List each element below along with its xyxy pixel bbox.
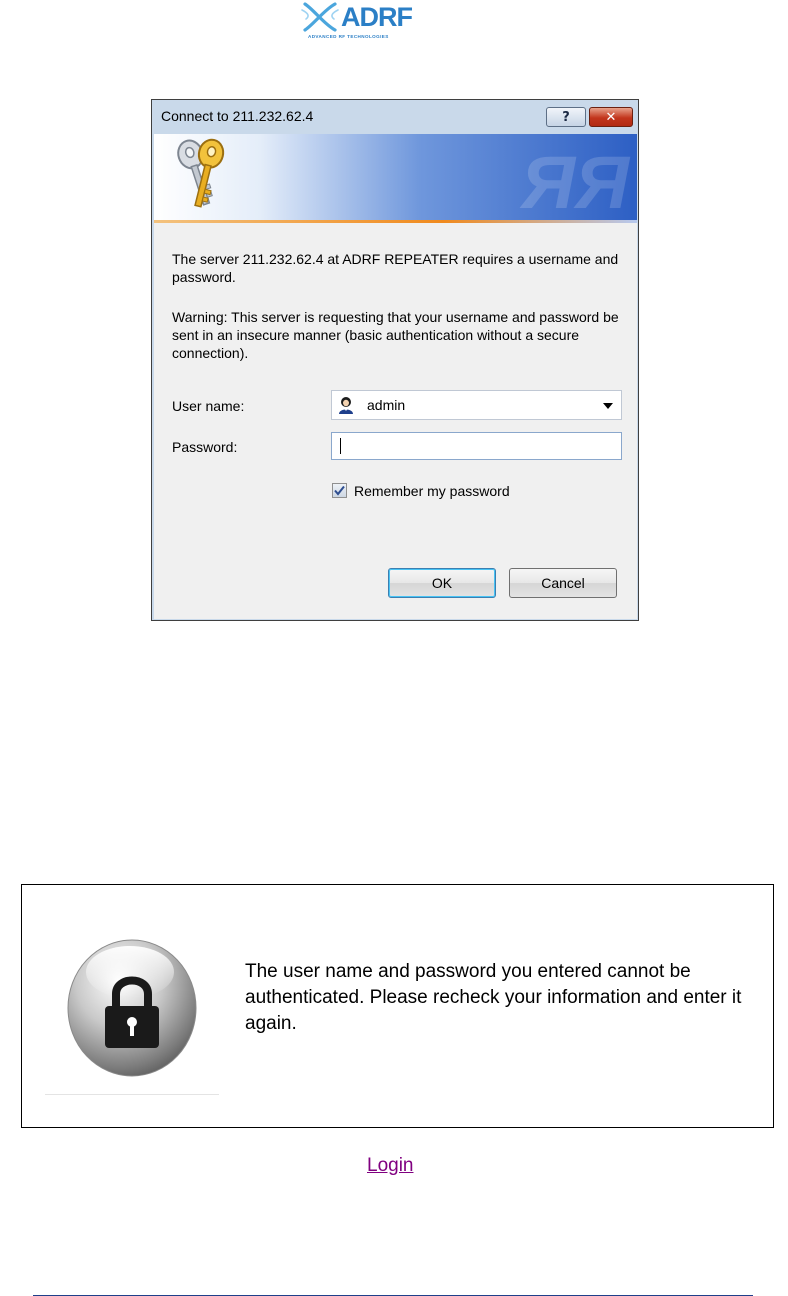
checkmark-icon — [333, 484, 346, 497]
banner-watermark-icon: ЯЯ — [521, 141, 629, 220]
help-button[interactable]: ? — [546, 107, 586, 127]
login-link[interactable]: Login — [367, 1155, 414, 1176]
logo-tagline: ADVANCED RF TECHNOLOGIES — [308, 34, 389, 39]
remember-password-checkbox[interactable] — [332, 483, 347, 498]
username-label: User name: — [172, 398, 245, 414]
connect-dialog — [151, 99, 639, 621]
server-message: The server 211.232.62.4 at ADRF REPEATER requires a username and password. — [172, 251, 619, 285]
username-combobox[interactable] — [331, 390, 622, 420]
lock-divider — [45, 1094, 219, 1095]
auth-error-message: The user name and password you entered cannot be authenticated. Please recheck your information and enter it again. — [245, 961, 742, 1034]
adrf-logo — [300, 0, 420, 44]
auth-error-box — [21, 884, 774, 1128]
security-warning: Warning: This server is requesting that your username and password be sent in an insecure manner (basic authentication without a secure connection). — [172, 309, 619, 361]
cancel-button[interactable]: Cancel — [509, 568, 617, 598]
password-label: Password: — [172, 439, 238, 455]
user-icon — [337, 396, 355, 414]
username-value: admin — [367, 397, 406, 413]
text-caret — [340, 438, 341, 454]
dialog-title: Connect to 211.232.62.4 — [161, 108, 314, 124]
dialog-banner — [154, 134, 637, 220]
remember-password-label[interactable]: Remember my password — [354, 483, 510, 499]
dialog-body — [154, 134, 637, 619]
ok-button[interactable]: OK — [388, 568, 496, 598]
close-button[interactable]: ✕ — [589, 107, 633, 127]
adrf-logo-icon — [300, 0, 340, 34]
dialog-titlebar[interactable] — [152, 100, 638, 134]
banner-stripe — [154, 220, 637, 223]
logo-name: ADRF — [341, 2, 412, 32]
remember-password-option[interactable] — [332, 483, 552, 501]
chevron-down-icon[interactable] — [603, 403, 613, 409]
keys-icon — [172, 136, 232, 216]
password-input[interactable] — [331, 432, 622, 460]
lock-icon — [64, 936, 200, 1082]
